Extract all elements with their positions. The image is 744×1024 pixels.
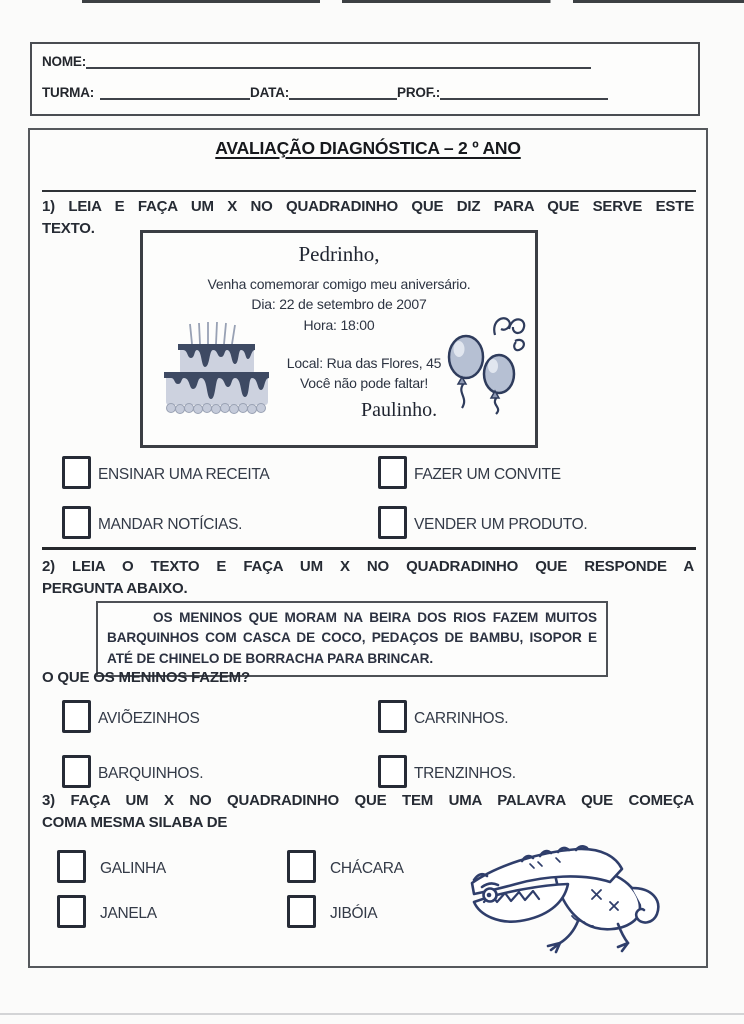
checkbox[interactable] [378,456,407,489]
section-divider-top [42,190,696,192]
data-label: DATA: [250,85,290,100]
passage-line3: ATÉ DE CHINELO DE BORRACHA PARA BRINCAR. [107,650,434,666]
checkbox[interactable] [57,850,86,883]
turma-input-line[interactable] [100,84,250,100]
question3-prompt [42,790,694,834]
prof-input-line[interactable] [440,84,608,100]
question2-prompt-line1: 2) LEIA O TEXTO E FAÇA UM X NO QUADRADINHO QUE RESPONDE A [42,558,694,575]
option-label: JANELA [100,905,157,922]
passage-line1: OS MENINOS QUE MORAM NA BEIRA DOS RIOS FAZEM MUITOS [153,610,597,625]
scan-artifact-bottom [0,1013,744,1015]
turma-label: TURMA: [42,85,95,100]
reading-passage-box [96,601,608,677]
section-divider-q2 [42,547,696,550]
option-label: GALINHA [100,860,166,877]
balloons-icon [439,295,533,415]
option-label: VENDER UM PRODUTO. [414,516,588,533]
worksheet-title: AVALIAÇÃO DIAGNÓSTICA – 2 º ANO [215,138,521,158]
option-barquinhos[interactable] [62,756,203,786]
data-input-line[interactable] [289,84,397,100]
invitation-card [140,230,538,448]
question3-prompt-line2: COMA MESMA SILABA DE [42,813,228,831]
option-jiboia[interactable] [287,896,377,926]
checkbox[interactable] [378,700,407,733]
option-mandar-noticias[interactable] [62,507,242,537]
checkbox[interactable] [378,755,407,788]
option-label: AVIÕEZINHOS [98,710,200,727]
checkbox[interactable] [57,895,86,928]
invitation-line3: Hora: 18:00 [303,316,375,333]
crocodile-icon [460,828,695,958]
checkbox[interactable] [62,700,91,733]
question2-prompt-line2: PERGUNTA ABAIXO. [42,579,188,597]
invitation-salutation: Pedrinho, [298,242,380,266]
invitation-local-block [261,353,467,394]
invitation-line5: Você não pode faltar! [299,375,429,392]
option-label: JIBÓIA [330,905,378,922]
invitation-line2: Dia: 22 de setembro de 2007 [251,296,427,313]
checkbox[interactable] [62,456,91,489]
option-janela[interactable] [57,896,157,926]
option-trenzinhos[interactable] [378,756,516,786]
option-ensinar-uma-receita[interactable] [62,457,269,487]
option-label: CHÁCARA [330,860,404,877]
passage-line2: BARQUINHOS COM CASCA DE COCO, PEDAÇOS DE BAMBU, ISOPOR E [107,630,597,646]
option-label: CARRINHOS. [414,710,509,727]
option-label: ENSINAR UMA RECEITA [98,466,270,483]
prof-label: PROF.: [397,85,441,100]
checkbox[interactable] [62,755,91,788]
option-label: MANDAR NOTÍCIAS. [98,516,243,533]
student-info-box [30,42,700,116]
option-label: BARQUINHOS. [98,765,204,782]
option-label: TRENZINHOS. [414,765,516,782]
question2-prompt [42,556,694,600]
question1-prompt-line2: TEXTO. [42,219,95,237]
nome-input-line[interactable] [86,53,591,69]
scan-artifact-top [0,0,744,3]
worksheet-body [28,128,708,968]
invitation-line4: Local: Rua das Flores, 45 [286,355,442,371]
option-vender-um-produto[interactable] [378,507,587,537]
option-galinha[interactable] [57,851,166,881]
option-chacara[interactable] [287,851,404,881]
option-fazer-um-convite[interactable] [378,457,561,487]
option-label: FAZER UM CONVITE [414,466,561,483]
nome-row [42,53,688,69]
checkbox[interactable] [62,506,91,539]
question3-prompt-line1: 3) FAÇA UM X NO QUADRADINHO QUE TEM UMA PALAVRA QUE COMEÇA [42,792,694,809]
option-avioezinhos[interactable] [62,701,199,731]
checkbox[interactable] [378,506,407,539]
invitation-line1: Venha comemorar comigo meu aniversário. [207,276,471,292]
nome-label: NOME: [42,54,86,69]
question1-prompt-line1: 1) LEIA E FAÇA UM X NO QUADRADINHO QUE DIZ PARA QUE SERVE ESTE [42,198,694,215]
checkbox[interactable] [287,895,316,928]
question2-subquestion: O QUE OS MENINOS FAZEM? [42,669,250,686]
invitation-signature: Paulinho. [361,399,438,421]
checkbox[interactable] [287,850,316,883]
option-carrinhos[interactable] [378,701,508,731]
turma-data-prof-row [42,84,688,100]
